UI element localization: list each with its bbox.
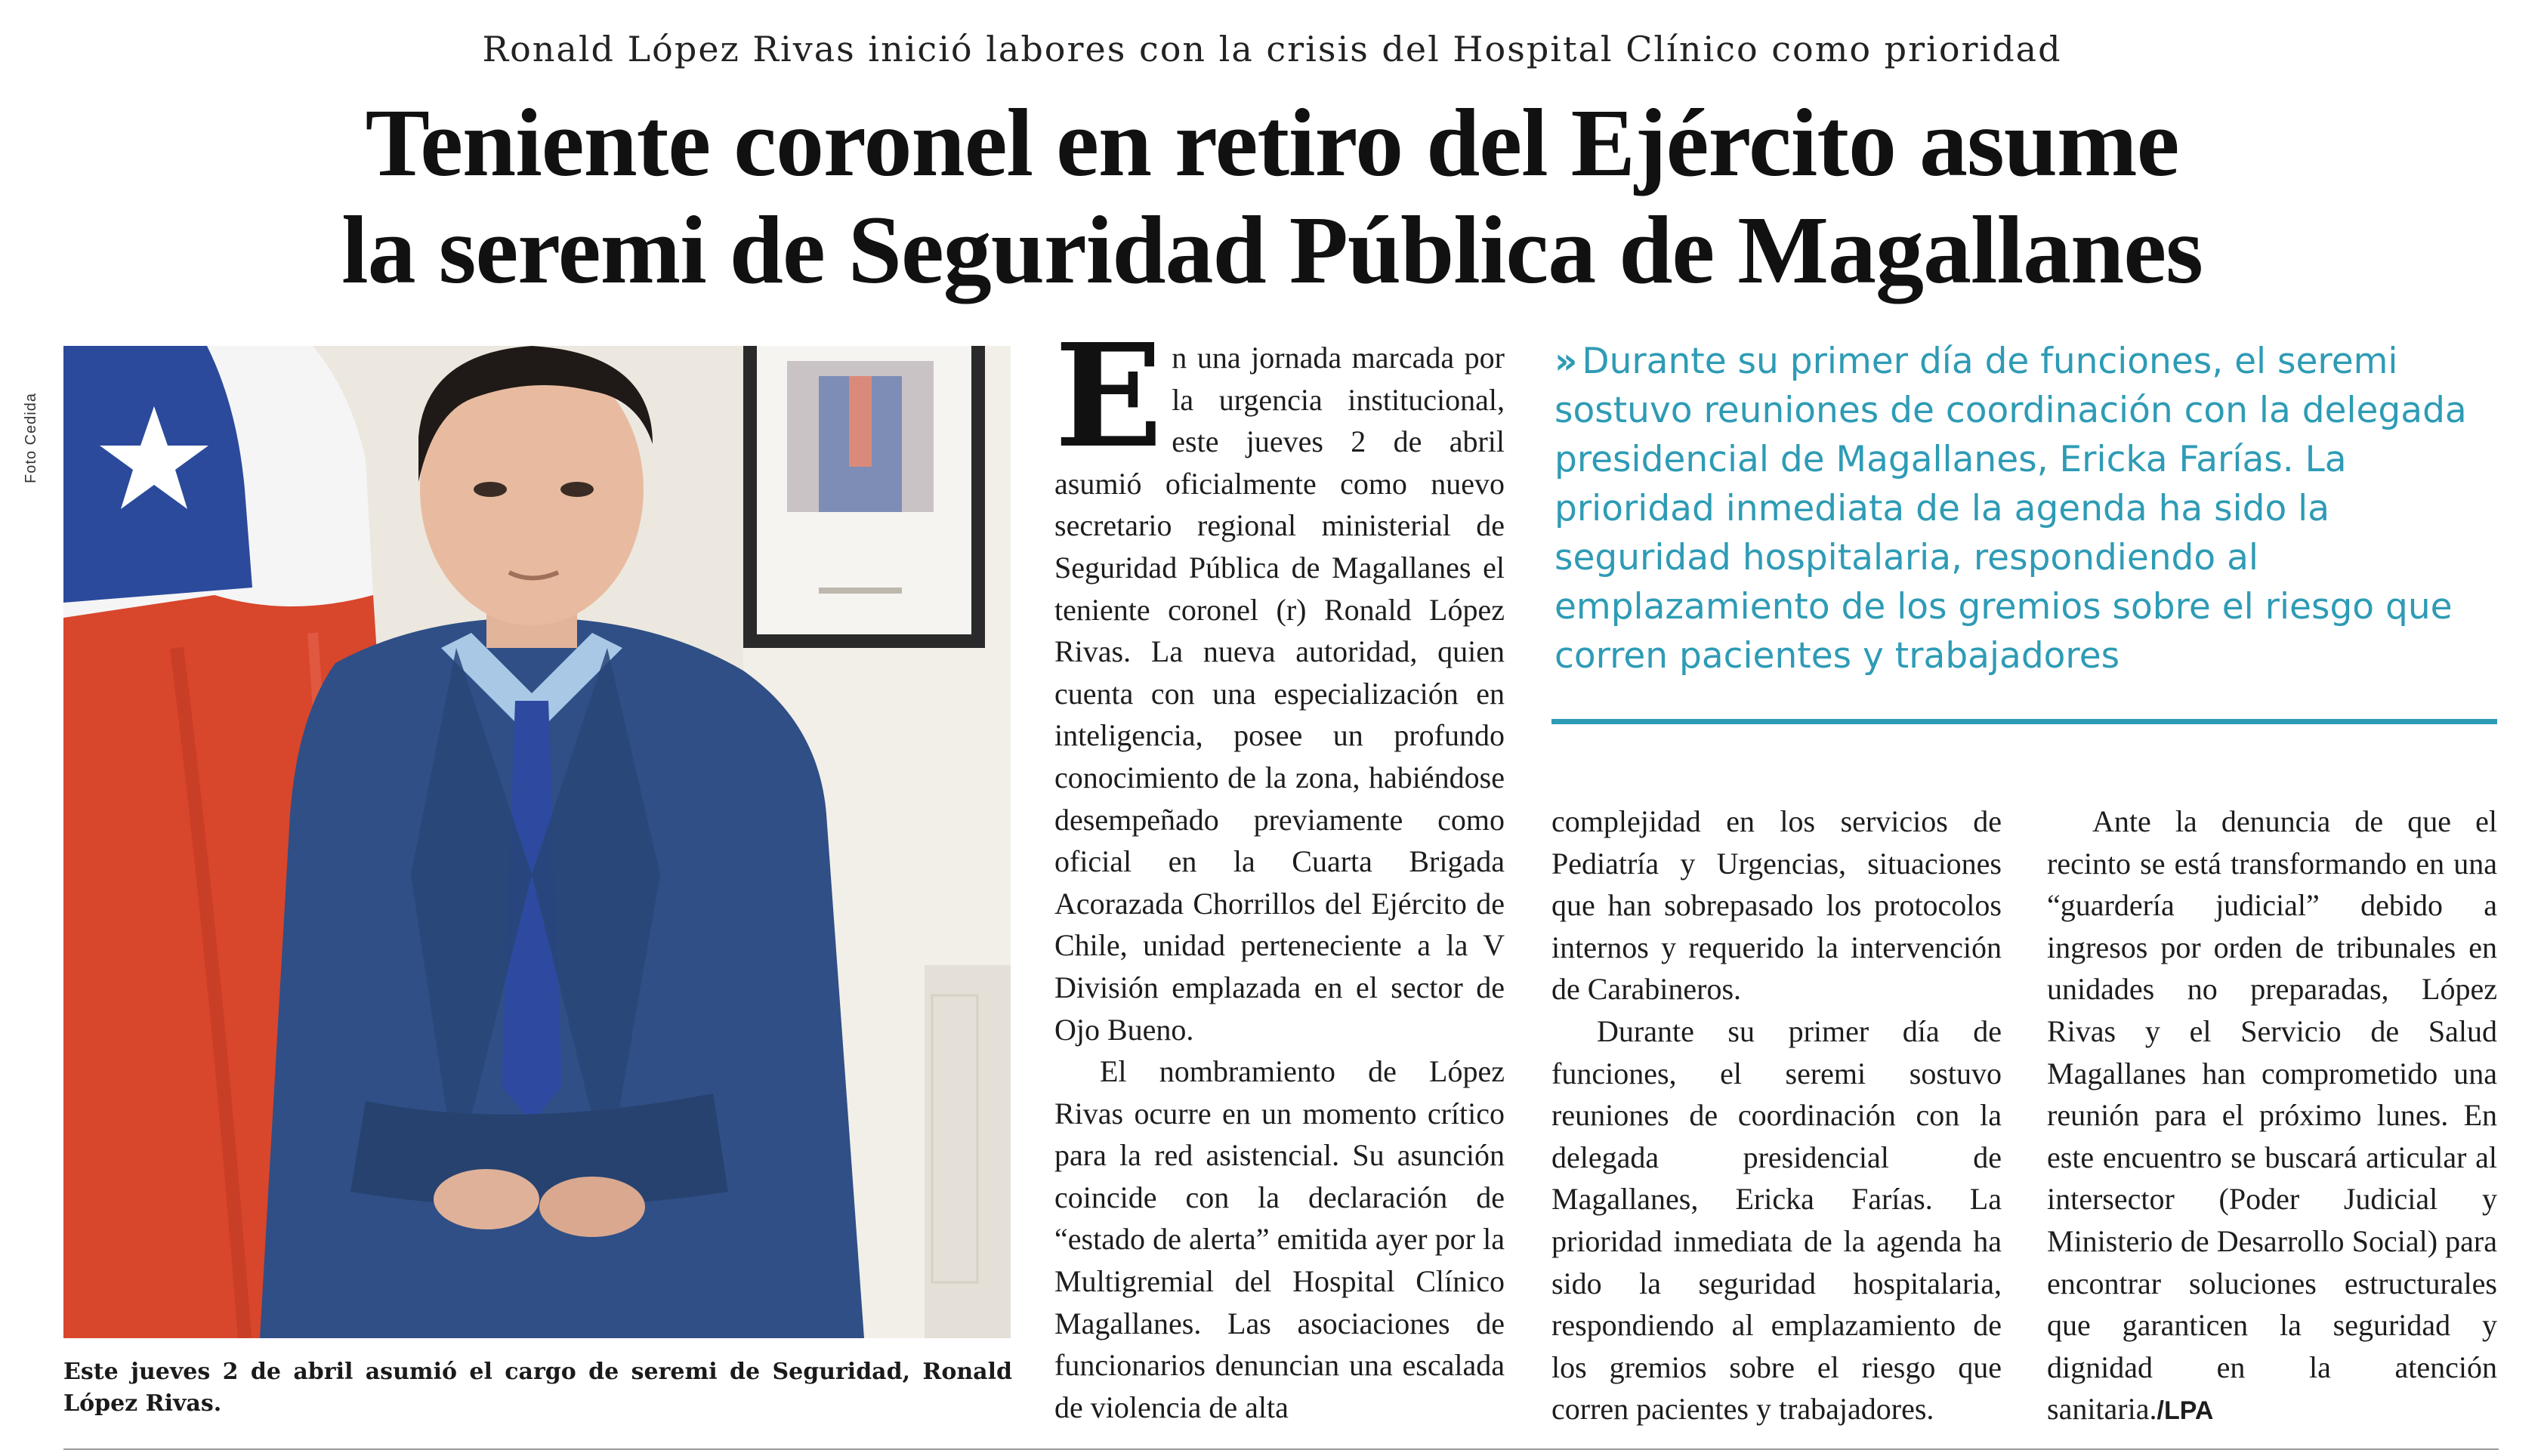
wall-frame bbox=[743, 346, 985, 648]
article-column-3 bbox=[2047, 800, 2497, 1433]
photo-caption: Este jueves 2 de abril asumió el cargo de seremi de Seguridad, Ronald López Rivas. bbox=[63, 1359, 1012, 1417]
photo-credit: Foto Cedida bbox=[23, 393, 39, 483]
paragraph bbox=[2047, 800, 2497, 1433]
kicker: Ronald López Rivas inició labores con la crisis del Hospital Clínico como prioridad bbox=[482, 29, 2062, 69]
paragraph: complejidad en los servicios de Pediatría y Urgencias, situaciones que han sobrepasado los protocolos internos y requerido la intervención de Carabineros. bbox=[1551, 804, 2002, 1007]
paragraph-text: n una jornada marcada por la urgencia institucional, este jueves 2 de abril asumió oficialmente como nuevo secretario regional ministerial de Seguridad Pública de Magallanes el teniente coronel (r) Ronald López Rivas. La nueva autoridad, quien cuenta con una especialización en inteligencia, posee un profundo conocimiento de la zona, habiéndose desempeñado previamente como oficial en la Cuarta Brigada Acorazada Chorrillos del Ejército de Chile, unidad perteneciente a la V División emplazada en el sector de Ojo Bueno. bbox=[1054, 341, 1505, 1047]
article-column-2 bbox=[1551, 800, 2002, 1430]
headline-line-1: Teniente coronel en retiro del Ejército asume bbox=[365, 89, 2179, 196]
double-chevron-icon: » bbox=[1554, 341, 1572, 382]
portrait-photo bbox=[63, 346, 1011, 1338]
paragraph: El nombramiento de López Rivas ocurre en un momento crítico para la red asistencial. Su asunción coincide con la declaración de “estado de alerta” emitida ayer por la Multigremial del Hospital Clínico Magallanes. Las asociaciones de funcionarios denuncian una escalada de violencia de alta bbox=[1054, 1054, 1505, 1424]
drop-cap: E bbox=[1054, 313, 1163, 480]
portrait-illustration bbox=[63, 346, 1011, 1338]
author-signature: /LPA bbox=[2157, 1396, 2214, 1426]
paragraph bbox=[1054, 313, 1505, 1050]
paragraph: Durante su primer día de funciones, el seremi sostuvo reuniones de coordinación con la delegada presidencial de Magallanes, Ericka Farías. La prioridad inmediata de la agenda ha sido la seguridad hospitalaria, respondiendo al emplazamiento de los gremios sobre el riesgo que corren pacientes y trabajadores. bbox=[1551, 1013, 2002, 1427]
bottom-rule bbox=[63, 1448, 2499, 1450]
headline bbox=[0, 89, 2544, 304]
pull-quote-text: Durante su primer día de funciones, el seremi sostuvo reuniones de coordinación con la delegada presidencial de Magallanes, Ericka Farías. La prioridad inmediata de la agenda ha sido la seguridad hospitalaria, respondiendo al emplazamiento de los gremios sobre el riesgo que corren pacientes y trabajadores bbox=[1554, 341, 2467, 677]
headline-line-2: la seremi de Seguridad Pública de Magallanes bbox=[341, 196, 2203, 304]
pull-quote-rule bbox=[1551, 719, 2497, 724]
pull-quote bbox=[1554, 337, 2497, 680]
article-column-1 bbox=[1054, 313, 1505, 1428]
paragraph-text: Ante la denuncia de que el recinto se está transformando en una “guardería judicial” debido a ingresos por orden de tribunales en unidades no preparadas, López Rivas y el Servicio de Salud Magallanes han comprometido una reunión para el próximo lunes. En este encuentro se buscará articular al intersector (Poder Judicial y Ministerio de Desarrollo Social) para encontrar soluciones estructurales que garanticen la seguridad y dignidad en la atención sanitaria. bbox=[2047, 804, 2497, 1427]
